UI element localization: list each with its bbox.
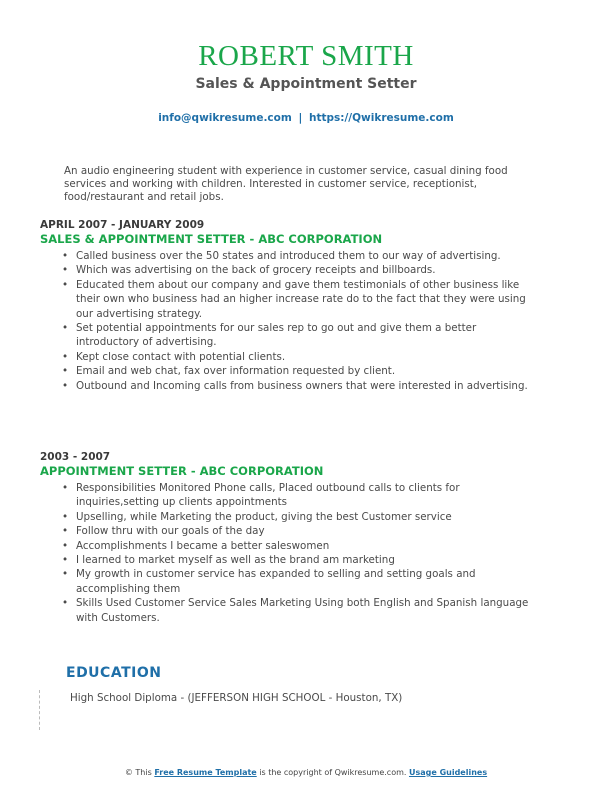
list-item: • My growth in customer service has expanded to selling and setting goals and accomplishing them <box>76 567 540 596</box>
list-item: • Which was advertising on the back of grocery receipts and billboards. <box>76 263 540 277</box>
list-item: • Outbound and Incoming calls from business owners that were interested in advertising. <box>76 379 540 393</box>
job-heading: APPOINTMENT SETTER - ABC CORPORATION <box>40 464 324 478</box>
list-item: • Follow thru with our goals of the day <box>76 524 540 538</box>
usage-guidelines-link[interactable]: Usage Guidelines <box>408 768 488 777</box>
list-item: • Called business over the 50 states and introduced them to our way of advertising. <box>76 249 540 263</box>
list-item: • Educated them about our company and gave them testimonials of other business like their own who business had an higher increase rate do to the fact that they were using our advertising strategy. <box>76 278 540 321</box>
list-item: • Upselling, while Marketing the product, giving the best Customer service <box>76 510 540 524</box>
job-dates: 2003 - 2007 <box>40 451 111 463</box>
website-link[interactable]: https://Qwikresume.com <box>308 112 454 124</box>
job-heading: SALES & APPOINTMENT SETTER - ABC CORPORATION <box>40 232 383 246</box>
contact-line <box>0 112 612 124</box>
list-item: • Set potential appointments for our sales rep to go out and give them a better introductory of advertising. <box>76 321 540 350</box>
job-title: Sales & Appointment Setter <box>195 76 417 92</box>
contact-separator: | <box>298 112 303 124</box>
education-item: High School Diploma - (JEFFERSON HIGH SCHOOL - Houston, TX) <box>70 692 403 704</box>
list-item: • Kept close contact with potential clients. <box>76 350 540 364</box>
list-item: • Skills Used Customer Service Sales Marketing Using both English and Spanish language with Customers. <box>76 596 540 625</box>
job-dates: APRIL 2007 - JANUARY 2009 <box>40 219 205 231</box>
footer <box>0 768 612 777</box>
job-bullets <box>40 249 540 393</box>
free-resume-template-link[interactable]: Free Resume Template <box>154 768 257 777</box>
email-link[interactable]: info@qwikresume.com <box>158 112 292 124</box>
footer-copyright: is the copyright of Qwikresume.com. <box>259 768 407 777</box>
summary-text: An audio engineering student with experience in customer service, casual dining food services and working with children. Interested in customer service, receptionist, food/restaurant and retail jobs. <box>64 165 508 203</box>
experience-entry <box>40 219 540 393</box>
education-divider <box>39 690 40 730</box>
experience-entry <box>40 451 540 625</box>
footer-prefix: © This <box>124 768 152 777</box>
list-item: • Email and web chat, fax over information requested by client. <box>76 364 540 378</box>
candidate-name: ROBERT SMITH <box>198 40 414 72</box>
list-item: • I learned to market myself as well as the brand am marketing <box>76 553 540 567</box>
list-item: • Accomplishments I became a better saleswomen <box>76 539 540 553</box>
education-heading: EDUCATION <box>66 665 162 681</box>
list-item: • Responsibilities Monitored Phone calls, Placed outbound calls to clients for inquiries,setting up clients appointments <box>76 481 540 510</box>
job-bullets <box>40 481 540 625</box>
